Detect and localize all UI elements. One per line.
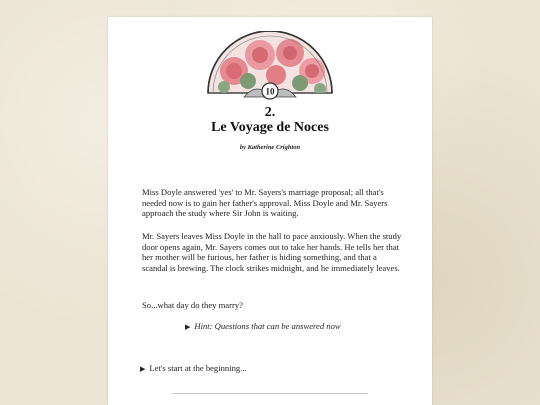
disclosure-triangle-icon: ▶ — [140, 365, 146, 373]
hint-label: Hint: Questions that can be answered now — [194, 321, 341, 331]
story-page — [108, 17, 432, 405]
restart-label: Let's start at the beginning... — [149, 363, 247, 373]
story-paragraph: Mr. Sayers leaves Miss Doyle in the hall to pace anxiously. When the study door opens again, Mr. Sayers comes out to take her hands. He tells her that her mother will be furious, her father is hiding something, and that a scandal is brewing. The clock strikes midnight, and he immediately leaves. — [142, 231, 402, 273]
hint-toggle[interactable] — [185, 321, 341, 331]
chapter-title: Le Voyage de Noces — [211, 120, 329, 135]
story-paragraph: Miss Doyle answered 'yes' to Mr. Sayers's marriage proposal; all that's needed now is to gain her father's approval. Miss Doyle and Mr. Sayers approach the study where Sir John is waiting. — [142, 187, 388, 218]
divider — [172, 393, 368, 394]
restart-link[interactable] — [140, 363, 247, 373]
story-question: So...what day do they marry? — [142, 300, 243, 310]
chapter-number: 2. — [264, 105, 276, 120]
disclosure-triangle-icon: ▶ — [185, 323, 191, 331]
emblem-number: 10 — [265, 86, 275, 97]
author-byline: by Katherine Crighton — [239, 144, 301, 151]
rose-emblem-icon — [204, 31, 336, 101]
